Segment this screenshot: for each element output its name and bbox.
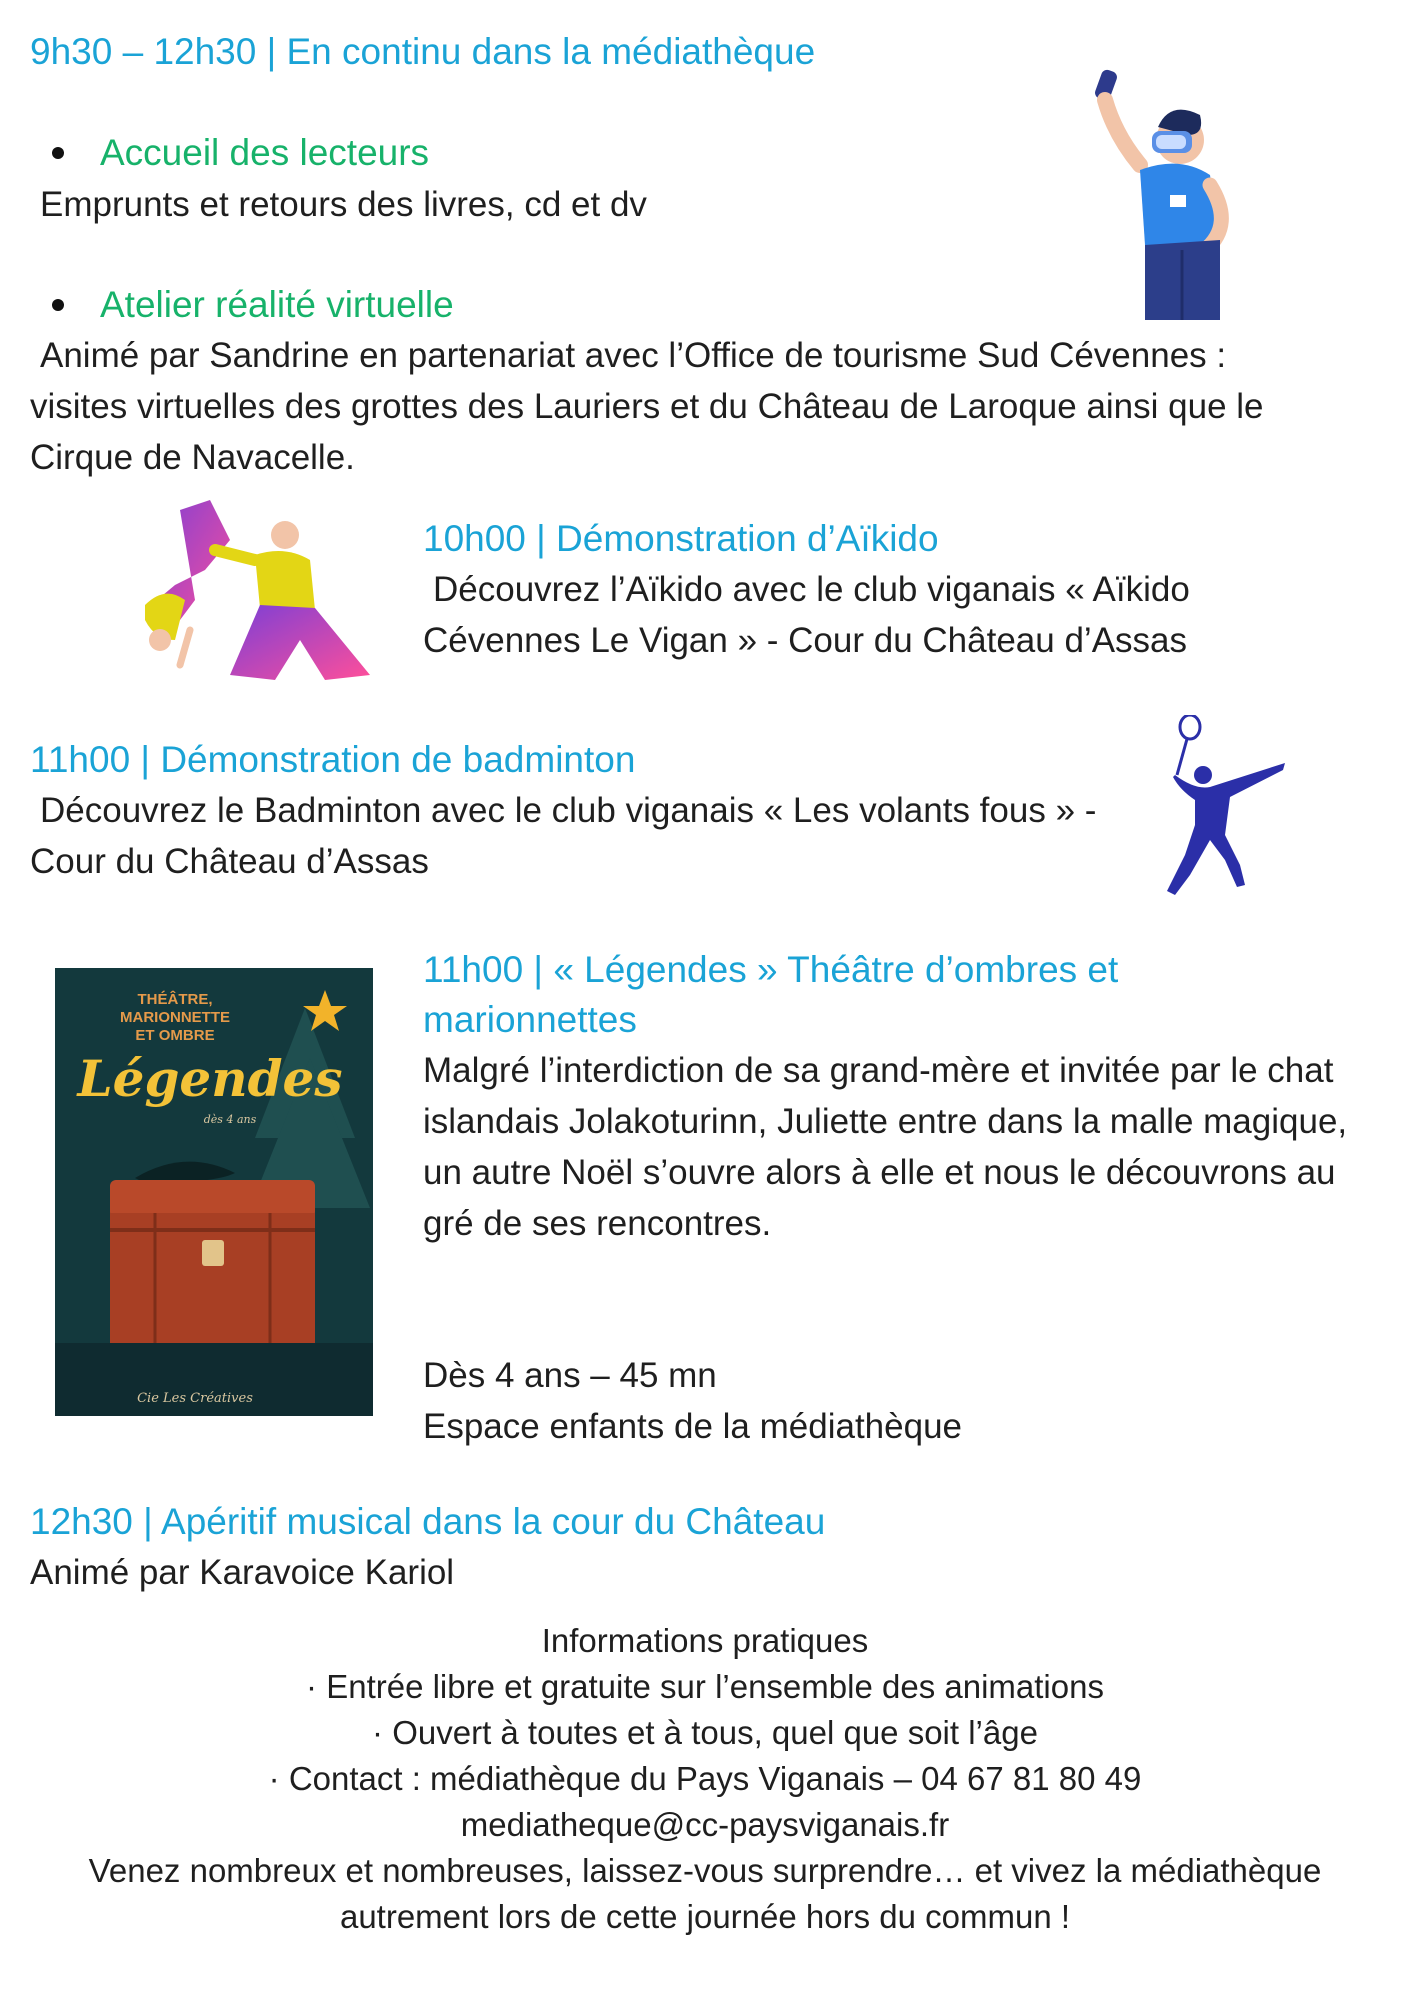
text-legendes-age: Dès 4 ans – 45 mn — [423, 1356, 717, 1395]
footer-email: mediatheque@cc-paysviganais.fr — [460, 1806, 950, 1843]
poster-top-line3: ET OMBRE — [135, 1027, 215, 1044]
section-title-continuous: 9h30 – 12h30 | En continu dans la médiathèque — [30, 31, 816, 72]
bullet-dot — [52, 299, 64, 311]
footer-closing: Venez nombreux et nombreuses, laissez-vous surprendre… et vivez la médiathèque autrement lors de cette journée hors du commun ! — [88, 1852, 1322, 1935]
footer-contact: · Contact : médiathèque du Pays Viganais – 04 67 81 80 49 — [268, 1760, 1142, 1797]
aikido-illustration — [135, 490, 380, 685]
section-title-aikido: 10h00 | Démonstration d’Aïkido — [423, 518, 939, 559]
text-legendes-place: Espace enfants de la médiathèque — [423, 1407, 962, 1446]
text-aperitif: Animé par Karavoice Kariol — [30, 1553, 455, 1592]
vr-illustration — [1070, 65, 1250, 320]
footer-open: · Ouvert à toutes et à tous, quel que soit l’âge — [372, 1714, 1038, 1751]
footer-heading: Informations pratiques — [541, 1622, 869, 1659]
item-title-vr: Atelier réalité virtuelle — [100, 284, 454, 325]
text-aikido: Découvrez l’Aïkido avec le club viganais « Aïkido Cévennes Le Vigan » - Cour du Château d’Assas — [423, 570, 1190, 660]
badminton-illustration — [1155, 715, 1295, 900]
section-title-aperitif: 12h30 | Apéritif musical dans la cour du Château — [30, 1501, 826, 1542]
item-text-accueil: Emprunts et retours des livres, cd et dv — [40, 185, 647, 224]
poster-top-line2: MARIONNETTE — [120, 1009, 230, 1026]
footer-entry: · Entrée libre et gratuite sur l’ensemble des animations — [306, 1668, 1104, 1705]
bullet-vr — [30, 280, 454, 330]
poster-top-line1: THÉÂTRE, — [137, 991, 213, 1008]
legendes-poster — [55, 968, 373, 1416]
text-legendes: Malgré l’interdiction de sa grand-mère et invitée par le chat islandais Jolakoturinn, Juliette entre dans la malle magique, un autre Noël s’ouvre alors à elle et nous le découvrons au gré de ses rencontres. — [423, 1051, 1348, 1243]
poster-subtitle: dès 4 ans — [203, 1113, 257, 1126]
item-title-accueil: Accueil des lecteurs — [100, 132, 430, 173]
practical-info — [60, 1618, 1350, 1940]
text-badminton: Découvrez le Badminton avec le club viganais « Les volants fous » - Cour du Château d’Assas — [30, 791, 1097, 881]
poster-company: Cie Les Créatives — [137, 1391, 253, 1406]
item-text-vr: Animé par Sandrine en partenariat avec l’Office de tourisme Sud Cévennes : visites virtuelles des grottes des Lauriers et du Château de Laroque ainsi que le Cirque de Navacelle. — [30, 336, 1264, 477]
section-title-badminton: 11h00 | Démonstration de badminton — [30, 739, 636, 780]
section-title-legendes: 11h00 | « Légendes » Théâtre d’ombres et marionnettes — [423, 949, 1119, 1040]
poster-title: Légendes — [77, 1049, 343, 1108]
bullet-dot — [52, 147, 64, 159]
bullet-accueil — [30, 128, 429, 178]
